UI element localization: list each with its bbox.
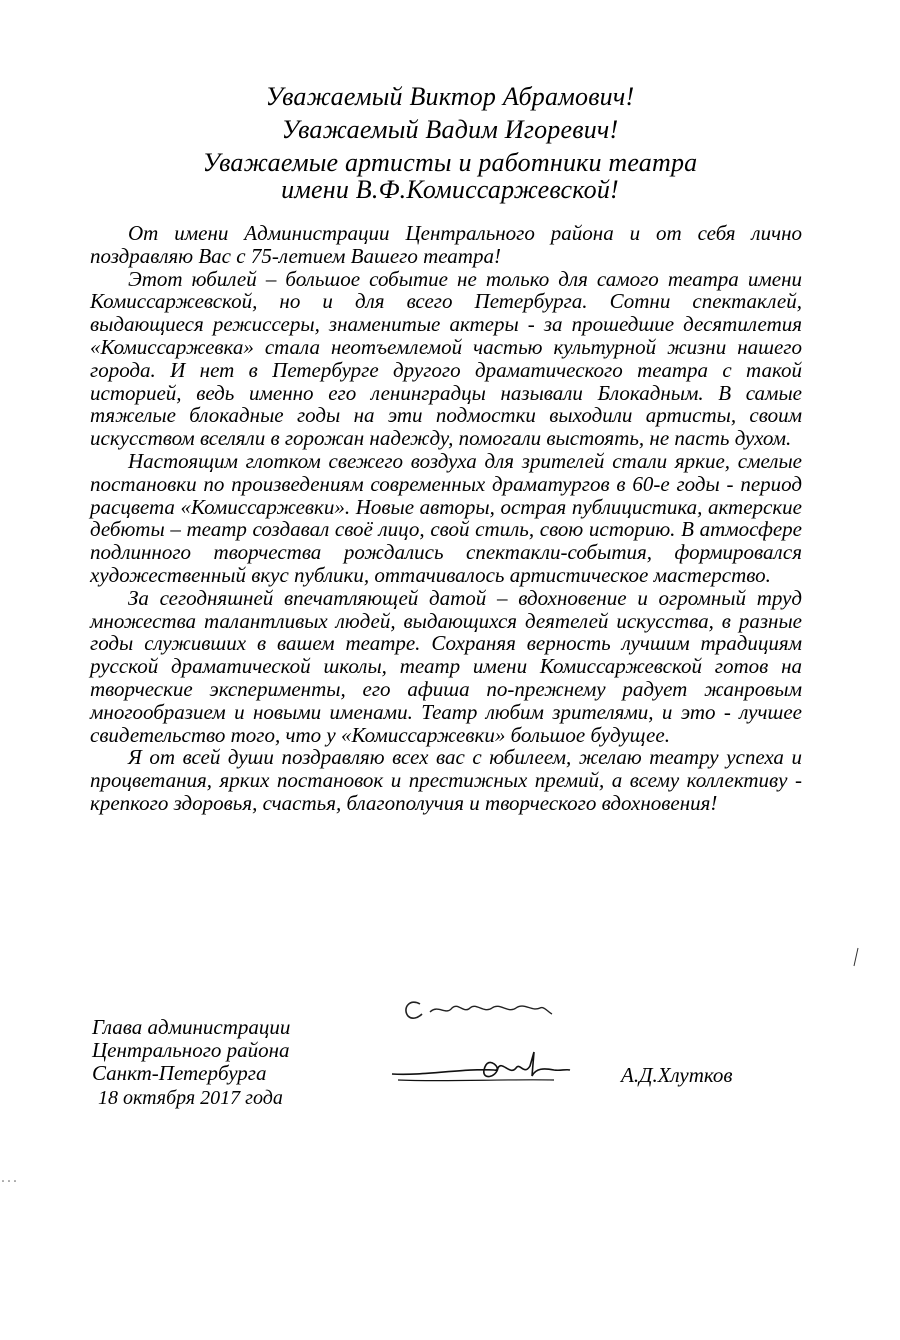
letter-body <box>90 222 802 815</box>
paragraph-sixties: Настоящим глотком свежего воздуха для зрителей стали яркие, смелые постановки по произведениям современных драматургов в 60-е годы - период расцвета «Комиссаржевки». Новые авторы, острая публицистика, актерские дебюты – театр создавал своё лицо, свой стиль, свою историю. В атмосфере подлинного творчества рождались спектакли-события, формировался художественный вкус публики, оттачивалось артистическое мастерство. <box>90 448 802 587</box>
paragraph-wishes: Я от всей души поздравляю всех вас с юбилеем, желаю театру успеха и процветания, ярких постановок и престижных премий, а всему коллективу - крепкого здоровья, счастья, благополучия и творческого вдохновения! <box>90 745 802 815</box>
letter-date: 18 октября 2017 года <box>98 1087 283 1109</box>
edge-dots <box>0 1178 20 1184</box>
salutation-line-2: Уважаемый Вадим Игоревич! <box>281 115 619 144</box>
salutation-line-4: имени В.Ф.Комиссаржевской! <box>281 175 619 204</box>
signatory-title <box>92 1016 290 1085</box>
signatory-title-line-1: Глава администрации <box>92 1015 291 1039</box>
signature-drawing <box>384 1046 584 1086</box>
paragraph-history: Этот юбилей – большое событие не только для самого театра имени Комиссаржевской, но и для всего Петербурга. Сотни спектаклей, выдающиеся режиссеры, знаменитые актеры - за прошедшие десятилетия «Комиссаржевка» стала неотъемлемой частью культурной жизни нашего города. И нет в Петербурге другого драматического театра с такой историей, ведь именно его ленинградцы называли Блокадным. В самые тяжелые блокадные годы на эти подмостки выходили артисты, своим искусством вселяли в горожан надежду, помогали выстоять, не пасть духом. <box>90 266 802 451</box>
signatory-title-line-3: Санкт-Петербурга <box>92 1061 267 1085</box>
signatory-name: А.Д.Хлутков <box>621 1063 733 1087</box>
salutation-line-3: Уважаемые артисты и работники театра <box>202 148 698 177</box>
margin-pen-mark <box>852 946 860 968</box>
paragraph-greeting: От имени Администрации Центрального района и от себя лично поздравляю Вас с 75-летием Вашего театра! <box>90 221 802 268</box>
salutation-line-1: Уважаемый Виктор Абрамович! <box>265 82 635 111</box>
signatory-title-line-2: Центрального района <box>92 1038 290 1062</box>
paragraph-present: За сегодняшней впечатляющей датой – вдохновение и огромный труд множества талантливых людей, выдающихся деятелей искусства, в разные годы служивших в вашем театре. Сохраняя верность лучшим традициям русской драматической школы, театр имени Комиссаржевской готов на творческие эксперименты, его афиша по-прежнему радует жанровым многообразием и новыми именами. Театр любим зрителями, и это - лучшее свидетельство того, что у «Комиссаржевки» большое будущее. <box>90 585 802 747</box>
